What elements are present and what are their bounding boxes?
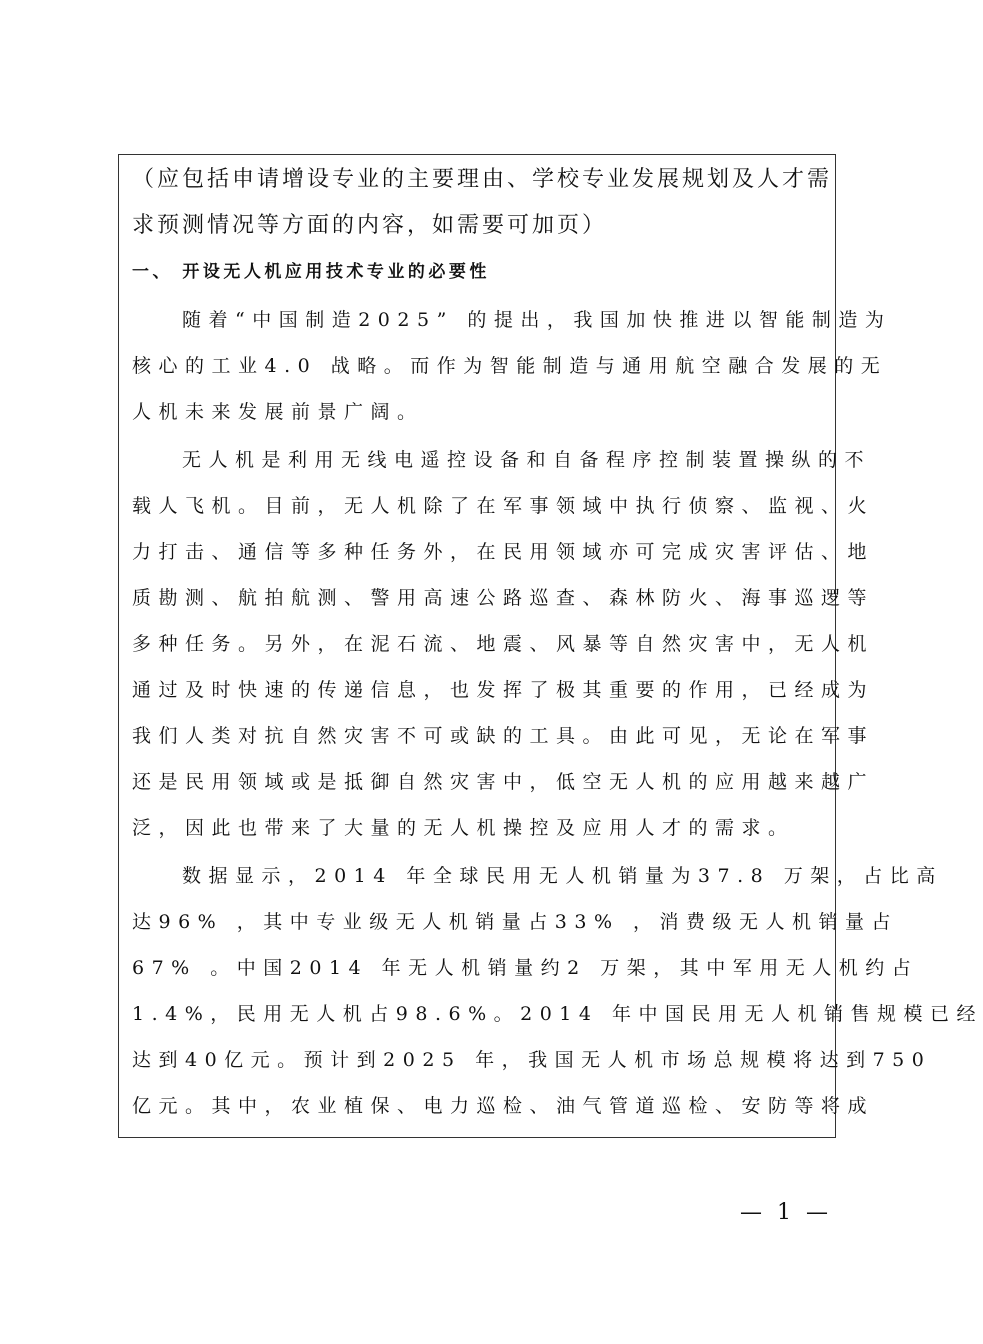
- intro-line-1: （应包括申请增设专业的主要理由、学校专业发展规划及人才需: [132, 167, 833, 192]
- paragraph-2-line-4: 质勘测、航拍航测、警用高速公路巡查、森林防火、海事巡逻等: [132, 587, 875, 609]
- paragraph-3-line-1: 数据显示，2014 年全球民用无人机销量为37.8 万架，占比高: [182, 865, 943, 887]
- paragraph-2-line-6: 通过及时快速的传递信息，也发挥了极其重要的作用，已经成为: [132, 679, 875, 701]
- section-heading: 一、 开设无人机应用技术专业的必要性: [132, 262, 490, 282]
- paragraph-2-line-2: 载人飞机。目前，无人机除了在军事领域中执行侦察、监视、火: [132, 495, 875, 517]
- paragraph-3-line-2: 达96% ，其中专业级无人机销量占33% ，消费级无人机销量占: [132, 911, 899, 933]
- paragraph-2-line-7: 我们人类对抗自然灾害不可或缺的工具。由此可见，无论在军事: [132, 725, 875, 747]
- paragraph-3-line-6: 亿元。其中，农业植保、电力巡检、油气管道巡检、安防等将成: [132, 1095, 875, 1117]
- paragraph-1-line-2: 核心的工业4.0 战略。而作为智能制造与通用航空融合发展的无: [132, 355, 888, 377]
- paragraph-2-line-1: 无人机是利用无线电遥控设备和自备程序控制装置操纵的不: [182, 449, 872, 471]
- intro-line-2: 求预测情况等方面的内容，如需要可加页）: [132, 213, 608, 238]
- paragraph-2-line-3: 力打击、通信等多种任务外，在民用领域亦可完成灾害评估、地: [132, 541, 875, 563]
- paragraph-1-line-3: 人机未来发展前景广阔。: [132, 401, 424, 423]
- paragraph-2-line-8: 还是民用领域或是抵御自然灾害中，低空无人机的应用越来越广: [132, 771, 875, 793]
- paragraph-2-line-5: 多种任务。另外，在泥石流、地震、风暴等自然灾害中，无人机: [132, 633, 875, 655]
- paragraph-3-line-4: 1.4%，民用无人机占98.6%。2014 年中国民用无人机销售规模已经: [132, 1003, 983, 1025]
- paragraph-2-line-9: 泛，因此也带来了大量的无人机操控及应用人才的需求。: [132, 817, 795, 839]
- paragraph-3-line-3: 67% 。中国2014 年无人机销量约2 万架，其中军用无人机约占: [132, 957, 919, 979]
- page-number: — 1 —: [740, 1200, 832, 1225]
- paragraph-3-line-5: 达到40亿元。预计到2025 年，我国无人机市场总规模将达到750: [132, 1049, 932, 1071]
- paragraph-1-line-1: 随着“中国制造2025” 的提出，我国加快推进以智能制造为: [182, 309, 892, 331]
